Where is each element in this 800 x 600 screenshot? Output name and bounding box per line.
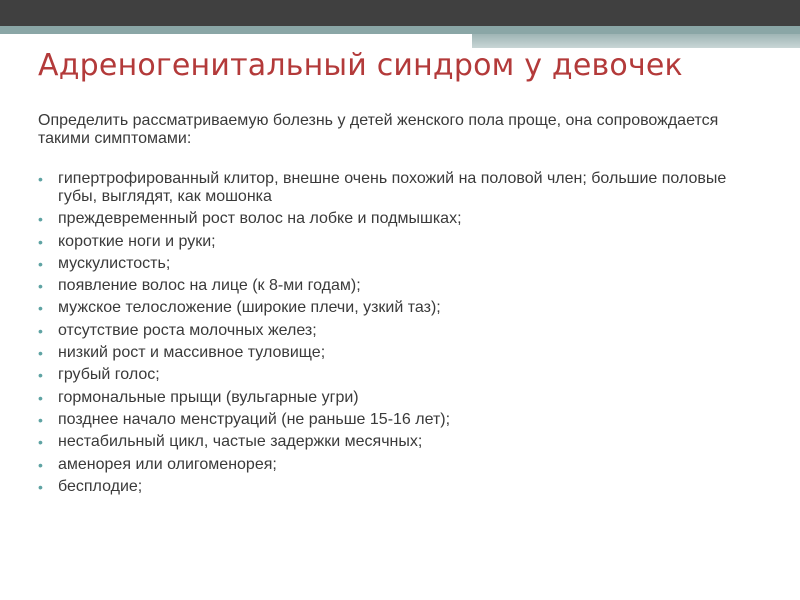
bullet-icon: • bbox=[38, 434, 43, 451]
bullet-icon: • bbox=[38, 211, 43, 228]
list-item bbox=[38, 233, 758, 251]
bullet-icon: • bbox=[38, 411, 43, 428]
list-item bbox=[38, 411, 758, 429]
list-item bbox=[38, 478, 758, 496]
list-item bbox=[38, 170, 758, 206]
list-item-text: нестабильный цикл, частые задержки месячных; bbox=[58, 433, 423, 451]
intro-text: Определить рассматриваемую болезнь у детей женского пола проще, она сопровождается такими симптомами: bbox=[38, 112, 719, 147]
list-item bbox=[38, 210, 758, 228]
list-item-text: преждевременный рост волос на лобке и подмышках; bbox=[58, 210, 462, 228]
list-item bbox=[38, 322, 758, 340]
slide-title: Адреногенитальный синдром у девочек bbox=[38, 48, 683, 83]
header-band bbox=[0, 0, 800, 26]
list-item bbox=[38, 299, 758, 317]
header-accent-tab bbox=[472, 34, 800, 48]
bullet-icon: • bbox=[38, 478, 43, 495]
bullet-icon: • bbox=[38, 300, 43, 317]
bullet-icon: • bbox=[38, 233, 43, 250]
list-item-text: появление волос на лице (к 8-ми годам); bbox=[58, 277, 361, 295]
bullet-icon: • bbox=[38, 278, 43, 295]
list-item bbox=[38, 389, 758, 407]
list-item-text: позднее начало менструаций (не раньше 15-16 лет); bbox=[58, 410, 451, 428]
list-item-text: отсутствие роста молочных желез; bbox=[58, 321, 317, 339]
list-item-text: гормональные прыщи (вульгарные угри) bbox=[58, 388, 359, 406]
list-item-text: аменорея или олигоменорея; bbox=[58, 455, 277, 473]
bullet-icon: • bbox=[38, 345, 43, 362]
bullet-icon: • bbox=[38, 171, 43, 187]
list-item-text: грубый голос; bbox=[58, 366, 160, 384]
list-item bbox=[38, 277, 758, 295]
list-item-text: низкий рост и массивное туловище; bbox=[58, 344, 326, 362]
bullet-icon: • bbox=[38, 367, 43, 384]
list-item-text: мужское телосложение (широкие плечи, узкий таз); bbox=[58, 299, 441, 317]
list-item-text: короткие ноги и руки; bbox=[58, 232, 216, 250]
list-item-text: гипертрофированный клитор, внешне очень похожий на половой член; большие половые губы, выглядят, как мошонка bbox=[58, 170, 727, 205]
list-item bbox=[38, 433, 758, 451]
list-item bbox=[38, 456, 758, 474]
list-item bbox=[38, 255, 758, 273]
list-item bbox=[38, 366, 758, 384]
bullet-icon: • bbox=[38, 322, 43, 339]
bullet-icon: • bbox=[38, 255, 43, 272]
header-accent-band bbox=[0, 26, 800, 34]
bullet-icon: • bbox=[38, 389, 43, 406]
bullet-icon: • bbox=[38, 456, 43, 473]
list-item-text: мускулистость; bbox=[58, 254, 171, 272]
list-item-text: бесплодие; bbox=[58, 477, 143, 495]
symptom-list bbox=[38, 170, 758, 500]
list-item bbox=[38, 344, 758, 362]
